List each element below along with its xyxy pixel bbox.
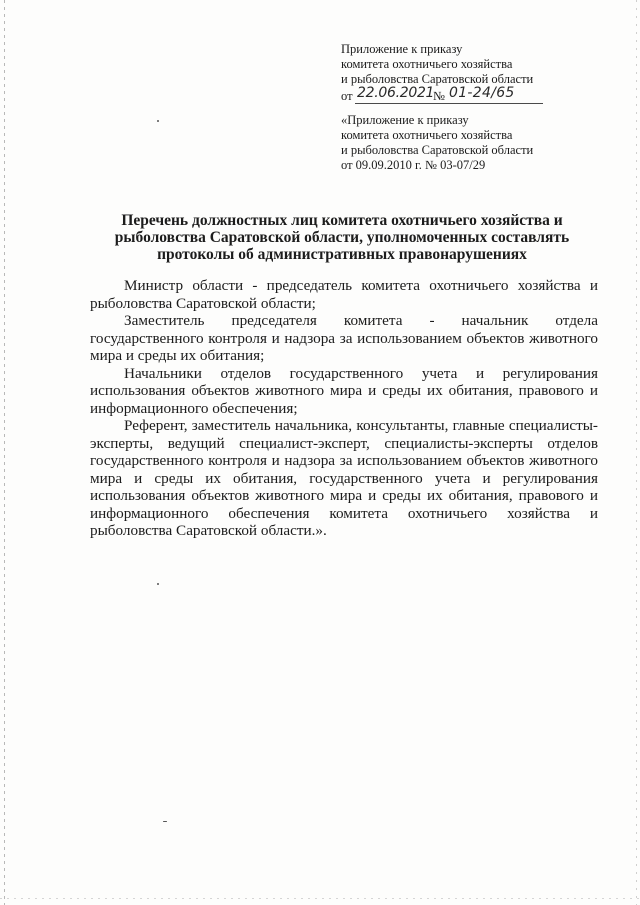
handwritten-order-date: 22.06.2021: [357, 85, 435, 101]
appendix-header-line: и рыболовства Саратовской области: [341, 72, 534, 86]
scan-speck: [157, 583, 159, 585]
handwritten-order-number: 01-24/65: [449, 85, 515, 101]
body-paragraph-department-heads: Начальники отделов государственного учета и регулирования использования объектов животного мира и среды их обитания, правового и информационного обеспечения;: [90, 364, 598, 417]
document-title: [92, 212, 592, 263]
appendix-header-line: «Приложение к приказу: [341, 113, 469, 127]
body-paragraph-specialists: Референт, заместитель начальника, консультанты, главные специалисты-эксперты, ведущий специалист-эксперт, специалисты-эксперты отделов государственного контроля и надзора за использованием объектов животного мира и среды их обитания, государственного учета и регулирования использования объектов животного мира и среды их обитания, правового и информационного обеспечения комитета охотничьего хозяйства и рыболовства Саратовской области.».: [90, 417, 598, 539]
appendix-header-line: от 09.09.2010 г. № 03-07/29: [341, 158, 486, 172]
title-line: рыболовства Саратовской области, уполномоченных составлять: [114, 229, 570, 246]
number-sign: №: [433, 89, 445, 103]
appendix-header-current: [341, 42, 581, 105]
document-body: [90, 277, 598, 540]
appendix-header-line: и рыболовства Саратовской области: [341, 143, 534, 157]
title-line: Перечень должностных лиц комитета охотничьего хозяйства и: [121, 212, 563, 229]
body-paragraph-minister: Министр области - председатель комитета охотничьего хозяйства и рыболовства Саратовской области;: [90, 277, 598, 312]
scan-speck: [163, 821, 167, 822]
appendix-header-line: Приложение к приказу: [341, 42, 463, 56]
scan-edge-right: [636, 0, 637, 905]
title-line: протоколы об административных правонарушениях: [157, 246, 527, 263]
appendix-header-line: комитета охотничьего хозяйства: [341, 57, 513, 71]
date-number-underline: [355, 103, 543, 104]
scan-edge-left: [4, 0, 5, 905]
appendix-header-original: [341, 113, 581, 173]
date-prefix: от: [341, 89, 353, 103]
appendix-header-line: комитета охотничьего хозяйства: [341, 128, 513, 142]
body-paragraph-deputy: Заместитель председателя комитета - начальник отдела государственного контроля и надзора за использованием объектов животного мира и среды их обитания;: [90, 312, 598, 364]
scan-edge-bottom: [0, 898, 640, 899]
order-date-number-line: [341, 87, 581, 105]
scan-speck: [157, 120, 159, 122]
